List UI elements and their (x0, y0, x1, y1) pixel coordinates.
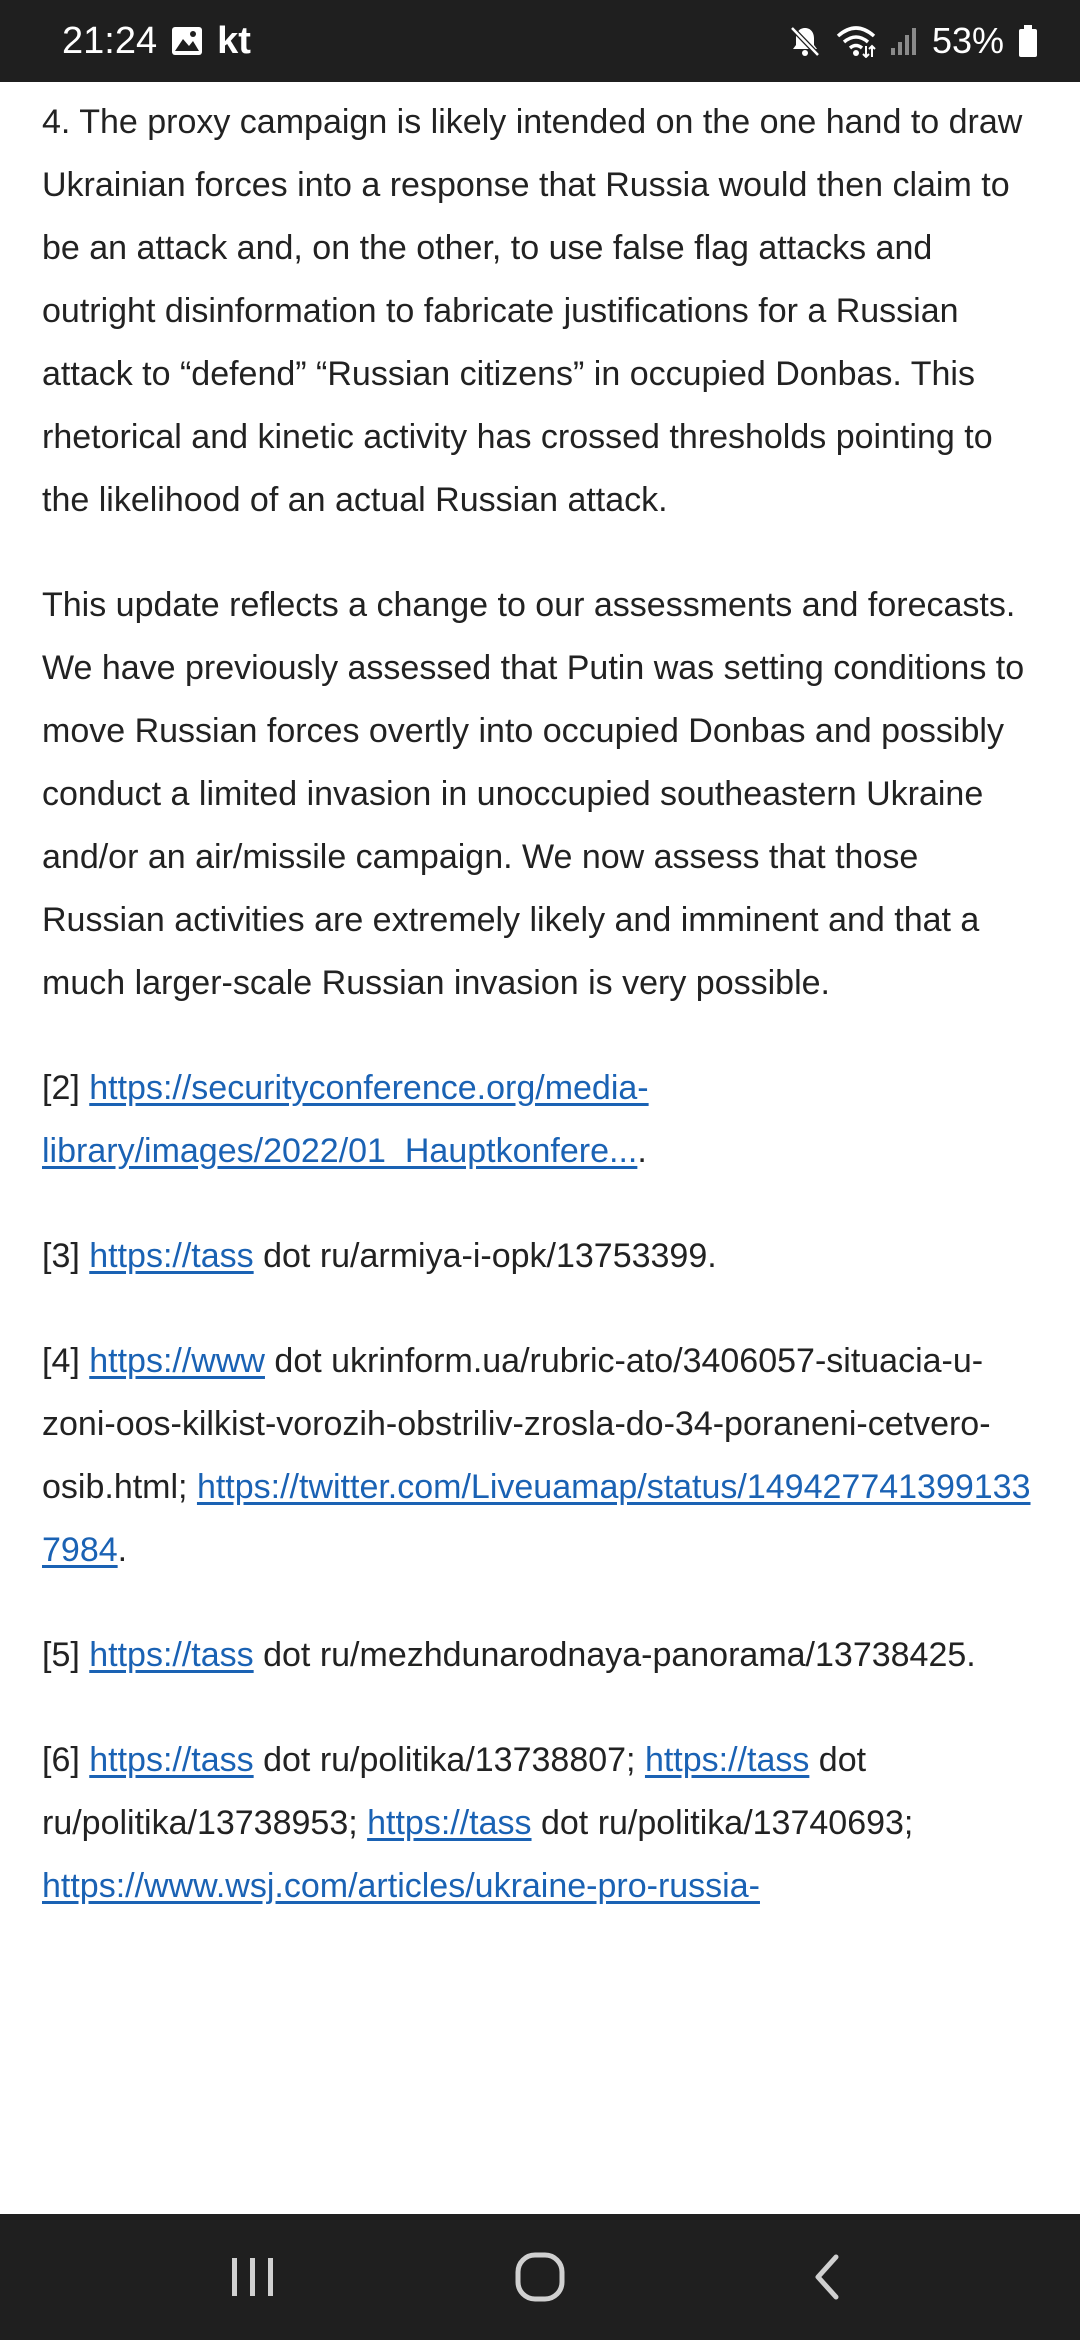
status-right (788, 20, 1038, 62)
status-bar (0, 0, 1080, 82)
paragraph-proxy-campaign: 4. The proxy campaign is likely intended on the one hand to draw Ukrainian forces into a response that Russia would then claim to be an attack and, on the other, to use false flag attacks and outright disinformation to fabricate justifications for a Russian attack to “defend” “Russian citizens” in occupied Donbas. This rhetorical and kinetic activity has crossed thresholds pointing to the likelihood of an actual Russian attack. (42, 103, 1023, 519)
reference-3-tail: dot ru/armiya-i-opk/13753399. (253, 1237, 717, 1275)
reference-5-link[interactable]: https://tass (89, 1636, 254, 1674)
carrier-label: kt (217, 19, 251, 62)
signal-icon (890, 26, 918, 56)
back-icon (810, 2252, 844, 2302)
reference-2-link[interactable]: https://securityconference.org/media-library/images/2022/01_Hauptkonfere... (42, 1069, 649, 1170)
paragraph-assessment-update: This update reflects a change to our assessments and forecasts. We have previously assessed that Putin was setting conditions to move Russian forces overtly into occupied Donbas and possibly conduct a limited invasion in unoccupied southeastern Ukraine and/or an air/missile campaign. We now assess that those Russian activities are extremely likely and imminent and that a much larger-scale Russian invasion is very possible. (42, 586, 1025, 1002)
reference-4 (42, 1330, 1042, 1582)
reference-4-link-2[interactable]: https://twitter.com/Liveuamap/status/1494277413991337984 (42, 1468, 1031, 1569)
reference-5-tail: dot ru/mezhdunarodnaya-panorama/13738425. (253, 1636, 976, 1674)
reference-4-tail: . (117, 1531, 128, 1569)
reference-5 (42, 1624, 1042, 1687)
status-left (62, 20, 251, 63)
reference-2-tail: . (637, 1132, 647, 1170)
clock: 21:24 (62, 19, 158, 62)
reference-6-label: [6] (42, 1741, 90, 1779)
reference-6-text-2: dot ru/politika/13738953; (42, 1741, 867, 1842)
article-content (42, 82, 1042, 2212)
wifi-icon (836, 24, 876, 58)
reference-3-link[interactable]: https://tass (89, 1237, 254, 1275)
recent-apps-icon (228, 2254, 278, 2300)
home-button[interactable] (480, 2227, 600, 2327)
reference-6 (42, 1729, 1042, 1918)
back-button[interactable] (767, 2227, 887, 2327)
battery-percent: 53% (931, 20, 1004, 61)
reference-6-text-3: dot ru/politika/13740693; (531, 1804, 914, 1842)
recent-apps-button[interactable] (193, 2227, 313, 2327)
reference-6-link-3[interactable]: https://tass (367, 1804, 532, 1842)
gallery-icon (171, 26, 203, 56)
reference-6-link-4[interactable]: https://www.wsj.com/articles/ukraine-pro-russia- (42, 1867, 760, 1905)
reference-4-text-1: dot ukrinform.ua/rubric-ato/3406057-situacia-u-zoni-oos-kilkist-vorozih-obstriliv-zrosla-do-34-poraneni-cetvero-osib.html; (42, 1342, 991, 1506)
home-icon (514, 2251, 566, 2303)
reference-5-label: [5] (42, 1636, 90, 1674)
navigation-bar (0, 2214, 1080, 2340)
reference-3-label: [3] (42, 1237, 90, 1275)
reference-6-text-1: dot ru/politika/13738807; (253, 1741, 645, 1779)
battery-icon (1018, 24, 1038, 58)
reference-6-link-1[interactable]: https://tass (89, 1741, 254, 1779)
reference-4-label: [4] (42, 1342, 90, 1380)
reference-6-link-2[interactable]: https://tass (644, 1741, 810, 1779)
reference-3 (42, 1225, 1042, 1288)
reference-2 (42, 1057, 1042, 1183)
reference-4-link-1[interactable]: https://www (89, 1342, 265, 1380)
reference-2-label: [2] (42, 1069, 90, 1107)
mute-icon (788, 24, 822, 58)
